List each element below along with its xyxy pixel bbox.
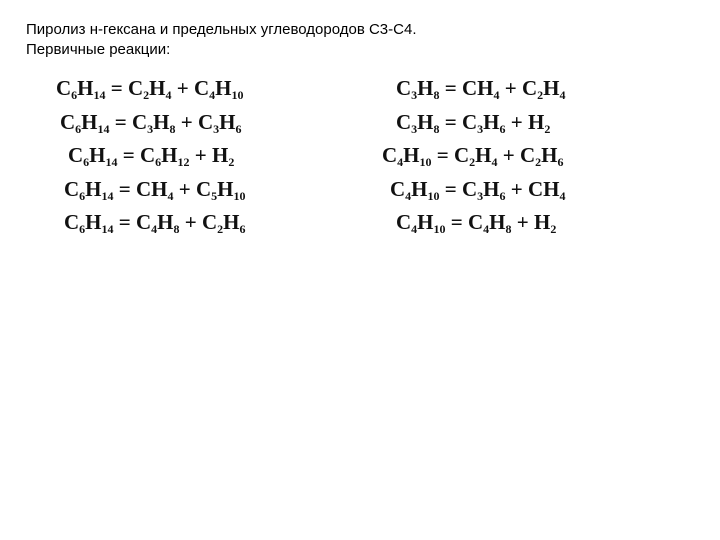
equation-right-1: $C_3H_8 = CH_4 + C_2H_4$ [396, 76, 566, 102]
equation-left-1: $C_6H_{14} = C_2H_4 + C_4H_{10}$ [56, 76, 244, 102]
equation-left-4: $C_6H_{14} = CH_4 + C_5H_{10}$ [64, 176, 246, 203]
hexane-reactions-column [56, 72, 245, 240]
title-line-2: Первичные реакции: [26, 41, 171, 58]
title-line-1: Пиролиз н-гексана и предельных углеводородов С3-С4. [26, 21, 417, 38]
equation-left-3: $C_6H_{14} = C_6H_{12} + H_2$ [68, 143, 235, 169]
equation-right-2: $C_3H_8 = C_3H_6 + H_2$ [396, 109, 551, 136]
equation-right-4: $C_4H_{10} = C_3H_6 + CH_4$ [390, 176, 566, 203]
c3-c4-reactions-column [382, 72, 565, 240]
slide-title [26, 20, 706, 60]
equation-left-2: $C_6H_{14} = C_3H_8 + C_3H_6$ [60, 109, 242, 136]
equation-left-5: $C_6H_{14} = C_4H_8 + C_2H_6$ [64, 210, 246, 236]
equation-right-3: $C_4H_{10} = C_2H_4 + C_2H_6$ [382, 143, 564, 169]
equation-right-5: $C_4H_{10} = C_4H_8 + H_2$ [396, 210, 557, 236]
